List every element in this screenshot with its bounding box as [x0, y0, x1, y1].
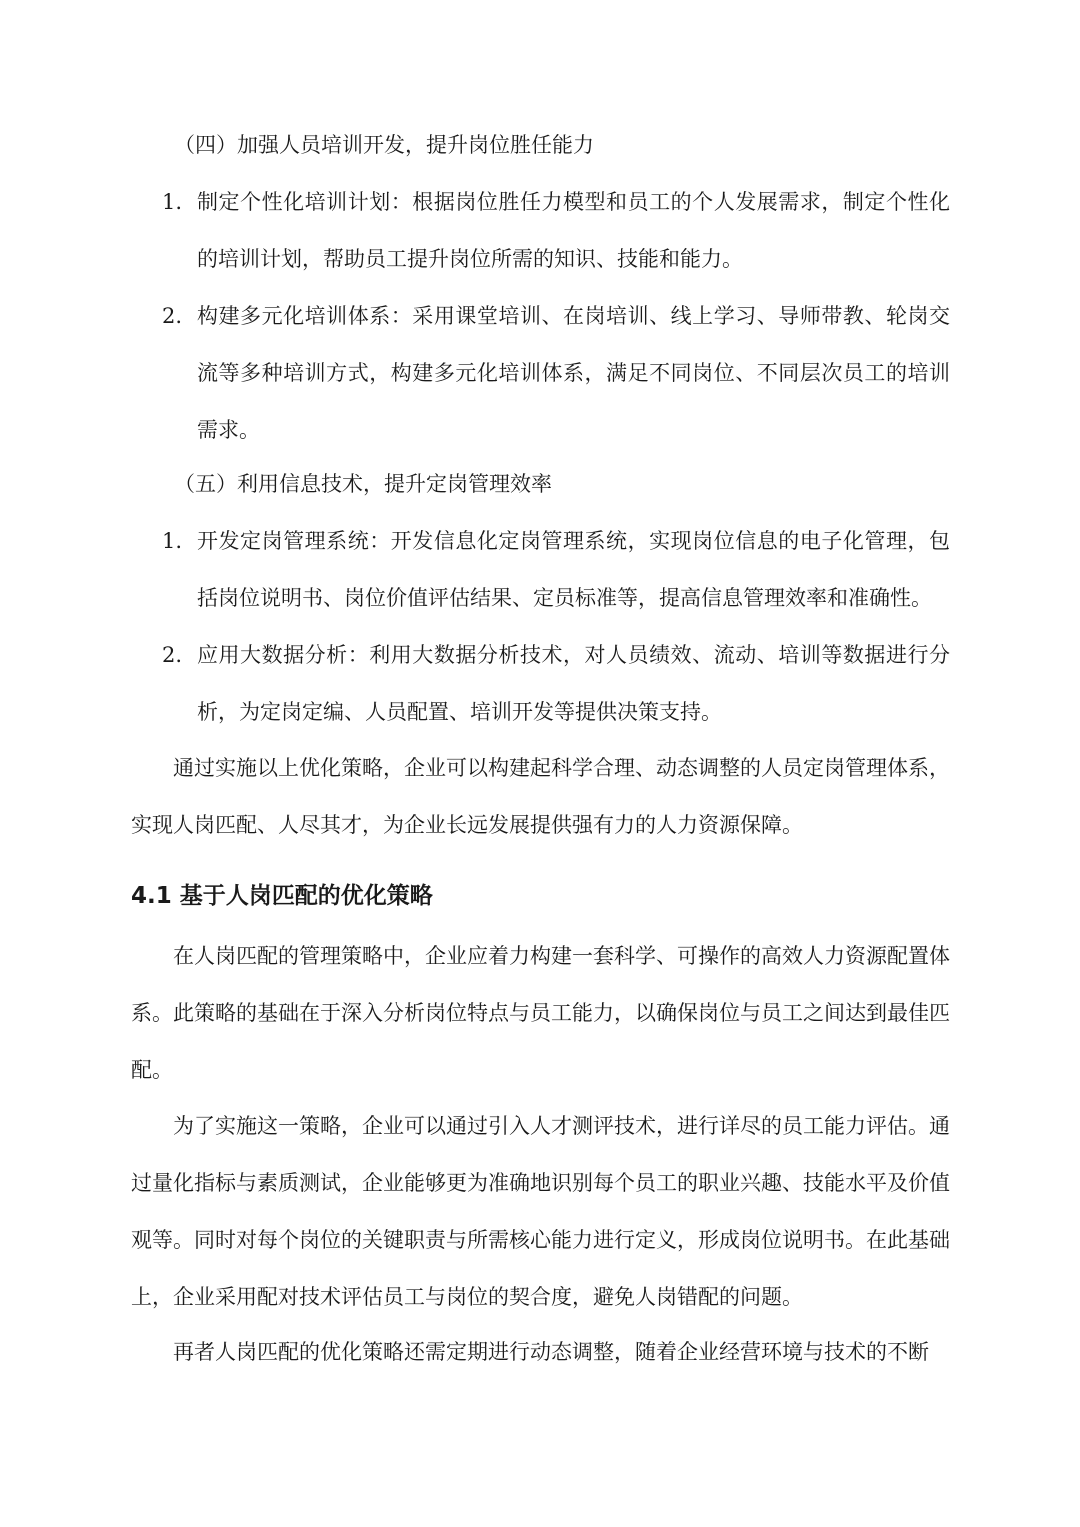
summary-paragraph: 通过实施以上优化策略，企业可以构建起科学合理、动态调整的人员定岗管理体系，实现人岗匹配、人尽其才，为企业长远发展提供强有力的人力资源保障。 — [131, 756, 950, 837]
list-item-number: 2. — [162, 643, 183, 667]
list-item-text: 应用大数据分析：利用大数据分析技术，对人员绩效、流动、培训等数据进行分析，为定岗定编、人员配置、培训开发等提供决策支持。 — [197, 643, 950, 724]
subsection-5-heading: （五）利用信息技术，提升定岗管理效率 — [174, 472, 552, 496]
body-paragraph: 为了实施这一策略，企业可以通过引入人才测评技术，进行详尽的员工能力评估。通过量化指标与素质测试，企业能够更为准确地识别每个员工的职业兴趣、技能水平及价值观等。同时对每个岗位的关键职责与所需核心能力进行定义，形成岗位说明书。在此基础上，企业采用配对技术评估员工与岗位的契合度，避免人岗错配的问题。 — [131, 1114, 950, 1309]
section-heading: 4.1 基于人岗匹配的优化策略 — [131, 883, 433, 909]
subsection-4-heading: （四）加强人员培训开发，提升岗位胜任能力 — [174, 133, 594, 157]
list-item-number: 2. — [162, 304, 183, 328]
body-paragraph: 再者人岗匹配的优化策略还需定期进行动态调整，随着企业经营环境与技术的不断 — [173, 1340, 929, 1364]
list-item — [162, 174, 950, 288]
list-item-text: 构建多元化培训体系：采用课堂培训、在岗培训、线上学习、导师带教、轮岗交流等多种培训方式，构建多元化培训体系，满足不同岗位、不同层次员工的培训需求。 — [197, 304, 950, 442]
list-item-number: 1. — [162, 190, 183, 214]
list-item-number: 1. — [162, 529, 183, 553]
list-item — [162, 513, 950, 627]
list-item-text: 开发定岗管理系统：开发信息化定岗管理系统，实现岗位信息的电子化管理，包括岗位说明书、岗位价值评估结果、定员标准等，提高信息管理效率和准确性。 — [197, 529, 950, 610]
body-paragraph: 在人岗匹配的管理策略中，企业应着力构建一套科学、可操作的高效人力资源配置体系。此策略的基础在于深入分析岗位特点与员工能力，以确保岗位与员工之间达到最佳匹配。 — [131, 944, 950, 1082]
list-item — [162, 627, 950, 741]
list-item — [162, 288, 950, 459]
list-item-text: 制定个性化培训计划：根据岗位胜任力模型和员工的个人发展需求，制定个性化的培训计划，帮助员工提升岗位所需的知识、技能和能力。 — [197, 190, 950, 271]
